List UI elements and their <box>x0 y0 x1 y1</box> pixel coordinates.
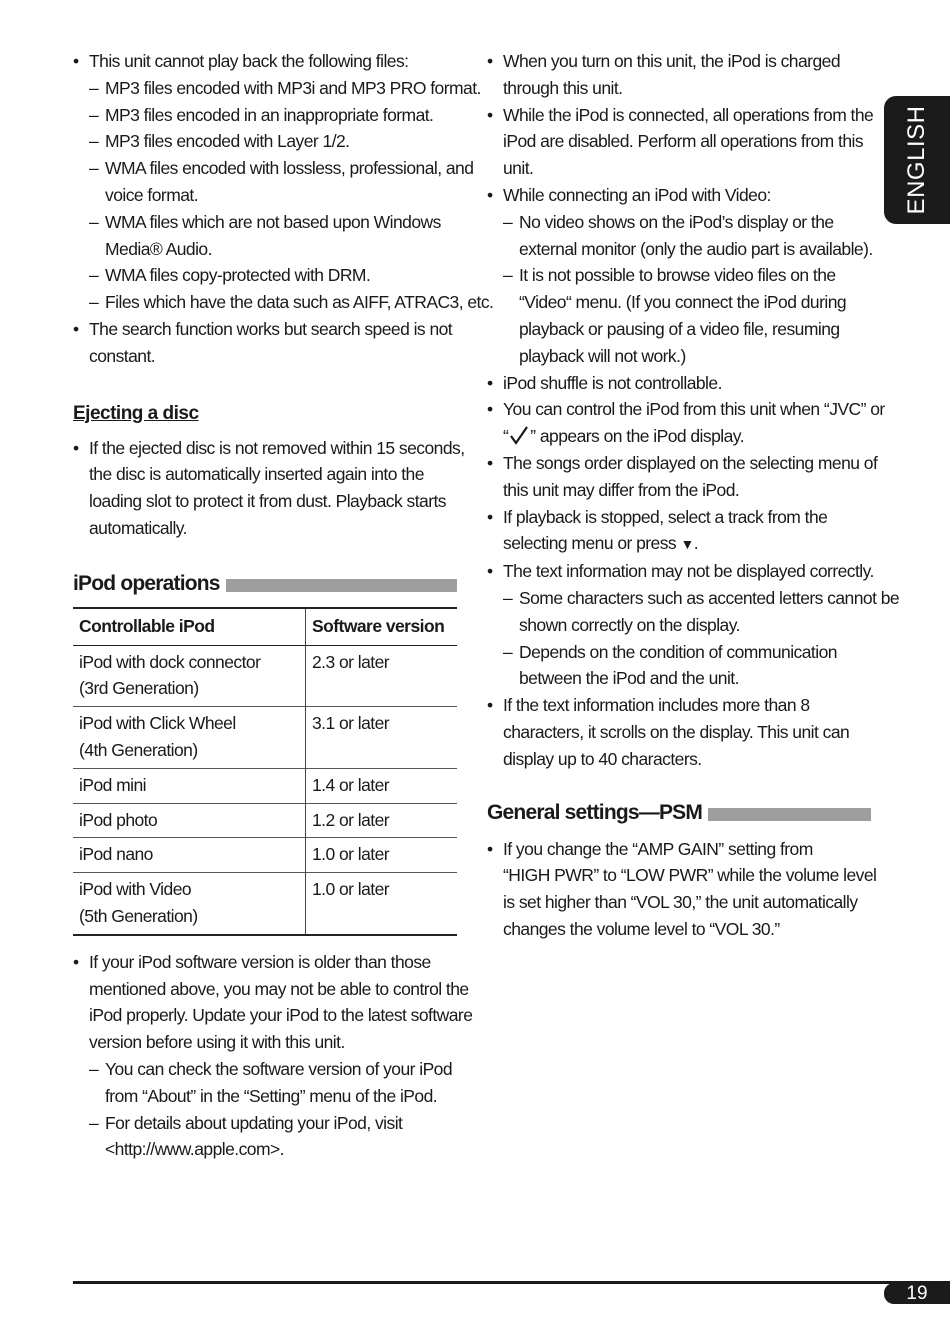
sub-item <box>487 262 871 369</box>
continuation-text: Media® Audio. <box>105 238 212 259</box>
line: characters, it scrolls on the display. This unit can <box>503 721 850 742</box>
line: • The search function works but search speed is not <box>89 318 453 339</box>
general-settings-title: General settings—PSM <box>487 800 703 824</box>
version-cell: 1.2 or later <box>312 809 390 830</box>
apple-url-line: <http://www.apple.com>. <box>105 1139 284 1160</box>
list-item <box>487 48 871 102</box>
list-item <box>487 450 878 504</box>
line: • If your iPod software version is older than those <box>89 951 431 972</box>
list-item <box>487 504 871 559</box>
line: through this unit. <box>503 77 623 98</box>
line: version before using it with this unit. <box>89 1032 345 1053</box>
line: • The songs order displayed on the selecting menu of <box>503 452 878 473</box>
version-cell: 2.3 or later <box>312 651 390 672</box>
line: playback or pausing of a video file, resuming <box>519 318 840 339</box>
line: • You can control the iPod from this unit when “JVC” or <box>503 399 885 420</box>
line: unit. <box>503 158 534 179</box>
ipod-cell <box>73 838 306 873</box>
cell-line: iPod mini <box>79 774 147 795</box>
column-header: Controllable iPod <box>73 608 306 645</box>
continuation-text: voice format. <box>105 184 199 205</box>
line <box>503 423 871 450</box>
down-triangle-icon: ▼ <box>680 536 694 553</box>
line: this unit may differ from the iPod. <box>503 479 740 500</box>
ipod-operations-header <box>73 570 457 598</box>
version-cell: 3.1 or later <box>312 713 390 734</box>
line: display up to 40 characters. <box>503 748 702 769</box>
line: – For details about updating your iPod, visit <box>105 1112 403 1133</box>
line: • If the ejected disc is not removed within 15 seconds, <box>89 437 465 458</box>
line: iPod are disabled. Perform all operations from this <box>503 131 864 152</box>
table-row <box>73 838 457 873</box>
table-row <box>73 873 457 935</box>
list-item <box>73 435 465 542</box>
table-row <box>73 645 457 707</box>
language-tab <box>884 96 950 224</box>
list-item <box>73 316 457 370</box>
version-cell: 1.4 or later <box>312 774 390 795</box>
line: between the iPod and the unit. <box>519 668 739 689</box>
list-item <box>487 396 885 450</box>
line-text: selecting menu or press <box>503 533 677 554</box>
line: – No video shows on the iPod’s display or the <box>519 211 834 232</box>
right-column <box>487 48 900 943</box>
ipod-cell <box>73 803 306 838</box>
list-item: • iPod shuffle is not controllable. <box>487 370 871 397</box>
line: • If playback is stopped, select a track from the <box>503 506 828 527</box>
general-settings-header <box>487 799 871 827</box>
sub-item <box>73 1056 457 1110</box>
cell-line: iPod with Video <box>79 879 192 900</box>
sub-item: – WMA files which are not based upon Windows <box>73 209 457 236</box>
line: is set higher than “VOL 30,” the unit automatically <box>503 892 858 913</box>
line: • When you turn on this unit, the iPod is charged <box>503 51 841 71</box>
ipod-compatibility-table <box>73 607 457 936</box>
sub-item <box>73 1110 457 1164</box>
page-number: 19 <box>884 1283 950 1304</box>
line <box>503 530 871 558</box>
sub-item: – Files which have the data such as AIFF, ATRAC3, etc. <box>73 289 457 316</box>
ipod-cell <box>73 768 306 803</box>
version-cell: 1.0 or later <box>312 879 390 900</box>
open-quote: “ <box>503 426 509 447</box>
cell-line: (5th Generation) <box>79 905 198 926</box>
table-row <box>73 768 457 803</box>
list-item <box>487 692 871 772</box>
list-item: • This unit cannot play back the following files: <box>73 48 457 75</box>
line: changes the volume level to “VOL 30.” <box>503 918 780 939</box>
left-column <box>73 48 494 1163</box>
line: playback will not work.) <box>519 345 686 366</box>
footer-rule <box>73 1281 950 1284</box>
sub-item <box>487 209 871 263</box>
line: • If the text information includes more than 8 <box>503 695 810 716</box>
sub-item <box>487 585 900 639</box>
version-cell: 1.0 or later <box>312 844 390 865</box>
sub-item <box>487 639 871 693</box>
section-bar <box>708 808 871 821</box>
language-tab-label: ENGLISH <box>903 105 930 215</box>
line-rest: ” appears on the iPod display. <box>530 426 745 447</box>
checkmark-icon <box>509 426 529 446</box>
sub-item: – MP3 files encoded in an inappropriate format. <box>73 102 457 129</box>
line: shown correctly on the display. <box>519 614 740 635</box>
column-header: Software version <box>312 615 445 636</box>
list-item <box>73 949 473 1056</box>
cell-line: (3rd Generation) <box>79 678 199 699</box>
ipod-operations-title: iPod operations <box>73 571 220 595</box>
list-item: • The text information may not be displayed correctly. <box>487 558 871 585</box>
period: . <box>693 533 699 554</box>
cell-line: iPod with Click Wheel <box>79 713 236 734</box>
table-header-row <box>73 608 457 645</box>
line: automatically. <box>89 517 187 538</box>
cell-line: (4th Generation) <box>79 739 198 760</box>
sub-item-continuation <box>73 236 457 263</box>
sub-item-continuation <box>73 182 457 209</box>
ipod-cell <box>73 645 306 707</box>
line: loading slot to protect it from dust. Playback starts <box>89 491 446 512</box>
table-row <box>73 707 457 769</box>
list-item: • While connecting an iPod with Video: <box>487 182 871 209</box>
sub-item: – WMA files copy-protected with DRM. <box>73 262 457 289</box>
line: – You can check the software version of your iPod <box>105 1058 453 1079</box>
line: external monitor (only the audio part is available). <box>519 238 873 259</box>
cell-line: iPod nano <box>79 844 153 865</box>
line: – Depends on the condition of communication <box>519 641 837 662</box>
ipod-cell <box>73 707 306 769</box>
line: mentioned above, you may not be able to control the <box>89 978 469 999</box>
sub-item: – WMA files encoded with lossless, professional, and <box>73 155 457 182</box>
list-item <box>487 102 874 182</box>
section-bar <box>226 579 457 592</box>
line: “HIGH PWR” to “LOW PWR” while the volume level <box>503 865 877 886</box>
ejecting-disc-heading: Ejecting a disc <box>73 402 199 424</box>
sub-item: – MP3 files encoded with MP3i and MP3 PRO format. <box>73 75 457 102</box>
line: – Some characters such as accented letters cannot be <box>519 587 900 608</box>
list-item <box>487 836 877 943</box>
line: • If you change the “AMP GAIN” setting from <box>503 838 813 859</box>
line: constant. <box>89 345 156 366</box>
line: the disc is automatically inserted again into the <box>89 464 424 485</box>
table-row <box>73 803 457 838</box>
cell-line: iPod photo <box>79 809 158 830</box>
line: “Video“ menu. (If you connect the iPod during <box>519 292 847 313</box>
ipod-cell <box>73 873 306 935</box>
sub-item: – MP3 files encoded with Layer 1/2. <box>73 128 457 155</box>
line: iPod properly. Update your iPod to the latest software <box>89 1005 473 1026</box>
cell-line: iPod with dock connector <box>79 651 261 672</box>
line: • While the iPod is connected, all operations from the <box>503 104 874 125</box>
line: from “About” in the “Setting” menu of the iPod. <box>105 1085 438 1106</box>
line: – It is not possible to browse video files on the <box>519 265 836 286</box>
